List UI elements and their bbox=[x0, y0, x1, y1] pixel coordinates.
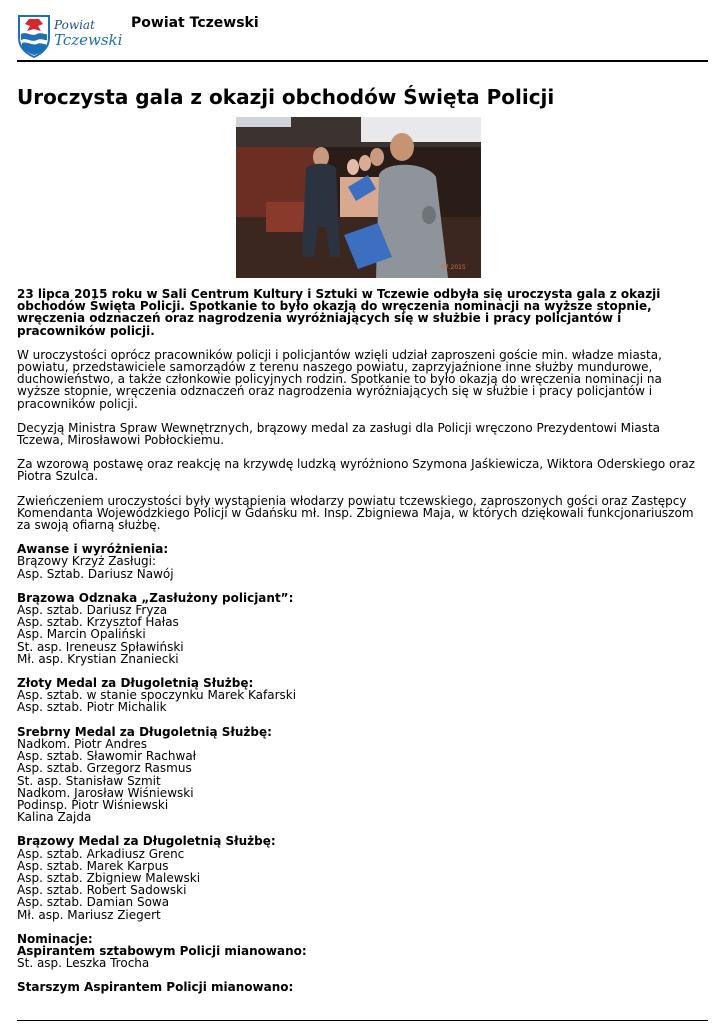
logo-text-line2: Tczewski bbox=[54, 31, 123, 49]
award-section bbox=[17, 726, 707, 824]
award-recipient: Asp. sztab. Damian Sowa bbox=[17, 895, 170, 910]
award-recipient: Asp. Sztab. Dariusz Nawój bbox=[17, 566, 174, 581]
coat-of-arms-icon bbox=[17, 14, 51, 58]
award-recipient: Podinsp. Piotr Wiśniewski bbox=[17, 797, 169, 812]
award-section-title: Nominacje: bbox=[17, 931, 93, 946]
award-recipient: Brązowy Krzyż Zasługi: bbox=[17, 554, 157, 569]
award-recipient: Asp. sztab. Arkadiusz Grenc bbox=[17, 846, 185, 861]
article-paragraphs bbox=[17, 349, 707, 531]
article-sections bbox=[17, 543, 707, 993]
award-recipient: Asp. Marcin Opaliński bbox=[17, 627, 146, 642]
award-recipient: St. asp. Ireneusz Spławiński bbox=[17, 639, 184, 654]
award-section-title: Brązowa Odznaka „Zasłużony policjant”: bbox=[17, 590, 294, 605]
award-recipient: Nadkom. Piotr Andres bbox=[17, 736, 147, 751]
award-section bbox=[17, 543, 707, 580]
award-section bbox=[17, 592, 707, 665]
award-section-title: Awanse i wyróżnienia: bbox=[17, 542, 169, 557]
article-paragraph: Za wzorową postawę oraz reakcję na krzywdę ludzką wyróżniono Szymona Jaśkiewicza, Wiktora Oderskiego oraz Piotra Szulca. bbox=[17, 457, 695, 484]
award-recipient: Asp. sztab. Sławomir Rachwał bbox=[17, 749, 197, 764]
award-section bbox=[17, 933, 707, 970]
site-name[interactable]: Powiat Tczewski bbox=[131, 15, 259, 31]
article-lead: 23 lipca 2015 roku w Sali Centrum Kultury i Sztuki w Tczewie odbyła się uroczysta gala z okazji obchodów Święta Policji. Spotkanie to było okazją do wręczenia nominacji na wyższe stopnie, wręczenia odznaczeń oraz nagrodzenia wyróżniających się w służbie i pracy policjantów i pracowników policji. bbox=[17, 287, 661, 338]
award-recipient: Mł. asp. Mariusz Ziegert bbox=[17, 907, 161, 922]
award-recipient: Asp. sztab. Robert Sadowski bbox=[17, 883, 187, 898]
award-section-title: Aspirantem sztabowym Policji mianowano: bbox=[17, 943, 307, 958]
page-header bbox=[17, 12, 708, 62]
award-section bbox=[17, 677, 707, 714]
award-recipient: Asp. sztab. Krzysztof Hałas bbox=[17, 615, 179, 630]
award-recipient: Asp. sztab. Grzegorz Rasmus bbox=[17, 761, 192, 776]
article-paragraph: Decyzją Ministra Spraw Wewnętrznych, brązowy medal za zasługi dla Policji wręczono Prezydentowi Miasta Tczewa, Mirosławowi Pobłockiemu. bbox=[17, 420, 660, 448]
award-recipient: Asp. sztab. Zbigniew Malewski bbox=[17, 870, 201, 885]
award-section-title: Złoty Medal za Długoletnią Służbę: bbox=[17, 676, 254, 691]
award-section bbox=[17, 981, 707, 993]
article-photo bbox=[236, 117, 481, 278]
award-section bbox=[17, 835, 707, 920]
article-title: Uroczysta gala z okazji obchodów Święta Policji bbox=[17, 85, 555, 109]
award-section-title: Brązowy Medal za Długoletnią Służbę: bbox=[17, 834, 276, 849]
award-recipient: Asp. sztab. Piotr Michalik bbox=[17, 700, 167, 715]
award-recipient: St. asp. Stanisław Szmit bbox=[17, 773, 161, 788]
photo-date-stamp: 07.2015 bbox=[441, 264, 466, 271]
header-divider bbox=[17, 60, 708, 62]
award-recipient: Mł. asp. Krystian Znaniecki bbox=[17, 651, 179, 666]
logo[interactable] bbox=[17, 14, 137, 58]
award-section-title: Srebrny Medal za Długoletnią Służbę: bbox=[17, 724, 272, 739]
award-recipient: St. asp. Leszka Trocha bbox=[17, 956, 150, 971]
award-recipient: Asp. sztab. Dariusz Fryza bbox=[17, 603, 168, 618]
award-recipient: Nadkom. Jarosław Wiśniewski bbox=[17, 785, 194, 800]
article-paragraph: W uroczystości oprócz pracowników policji i policjantów wzięli udział zaproszeni goście min. władze miasta, powiatu, przedstawiciele samorządów z terenu naszego powiatu, zaprzyjaźnione inne służby mundurowe, duchowieństwo, a także członkowie policyjnych rodzin. Spotkanie to było okazją do wręczenia nominacji na wyższe stopnie, wręczenia odznaczeń oraz nagrodzenia wyróżniających się w służbie i pracy policjantów i pracowników policji. bbox=[17, 347, 662, 411]
article-paragraph: Zwieńczeniem uroczystości były wystąpienia włodarzy powiatu tczewskiego, zaproszonych gości oraz Zastępcy Komendanta Wojewódzkiego Policji w Gdańsku mł. Insp. Zbigniewa Maja, w których dziękowali funkcjonariuszom za swoją ofiarną służbę. bbox=[17, 493, 694, 533]
article-body bbox=[17, 288, 707, 1006]
award-recipient: Asp. sztab. Marek Karpus bbox=[17, 858, 169, 873]
award-recipient: Asp. sztab. w stanie spoczynku Marek Kafarski bbox=[17, 688, 297, 703]
award-section-title: Starszym Aspirantem Policji mianowano: bbox=[17, 980, 294, 995]
logo-text-line1: Powiat bbox=[54, 18, 95, 32]
footer-divider bbox=[17, 1020, 708, 1021]
award-recipient: Kalina Zajda bbox=[17, 810, 92, 825]
